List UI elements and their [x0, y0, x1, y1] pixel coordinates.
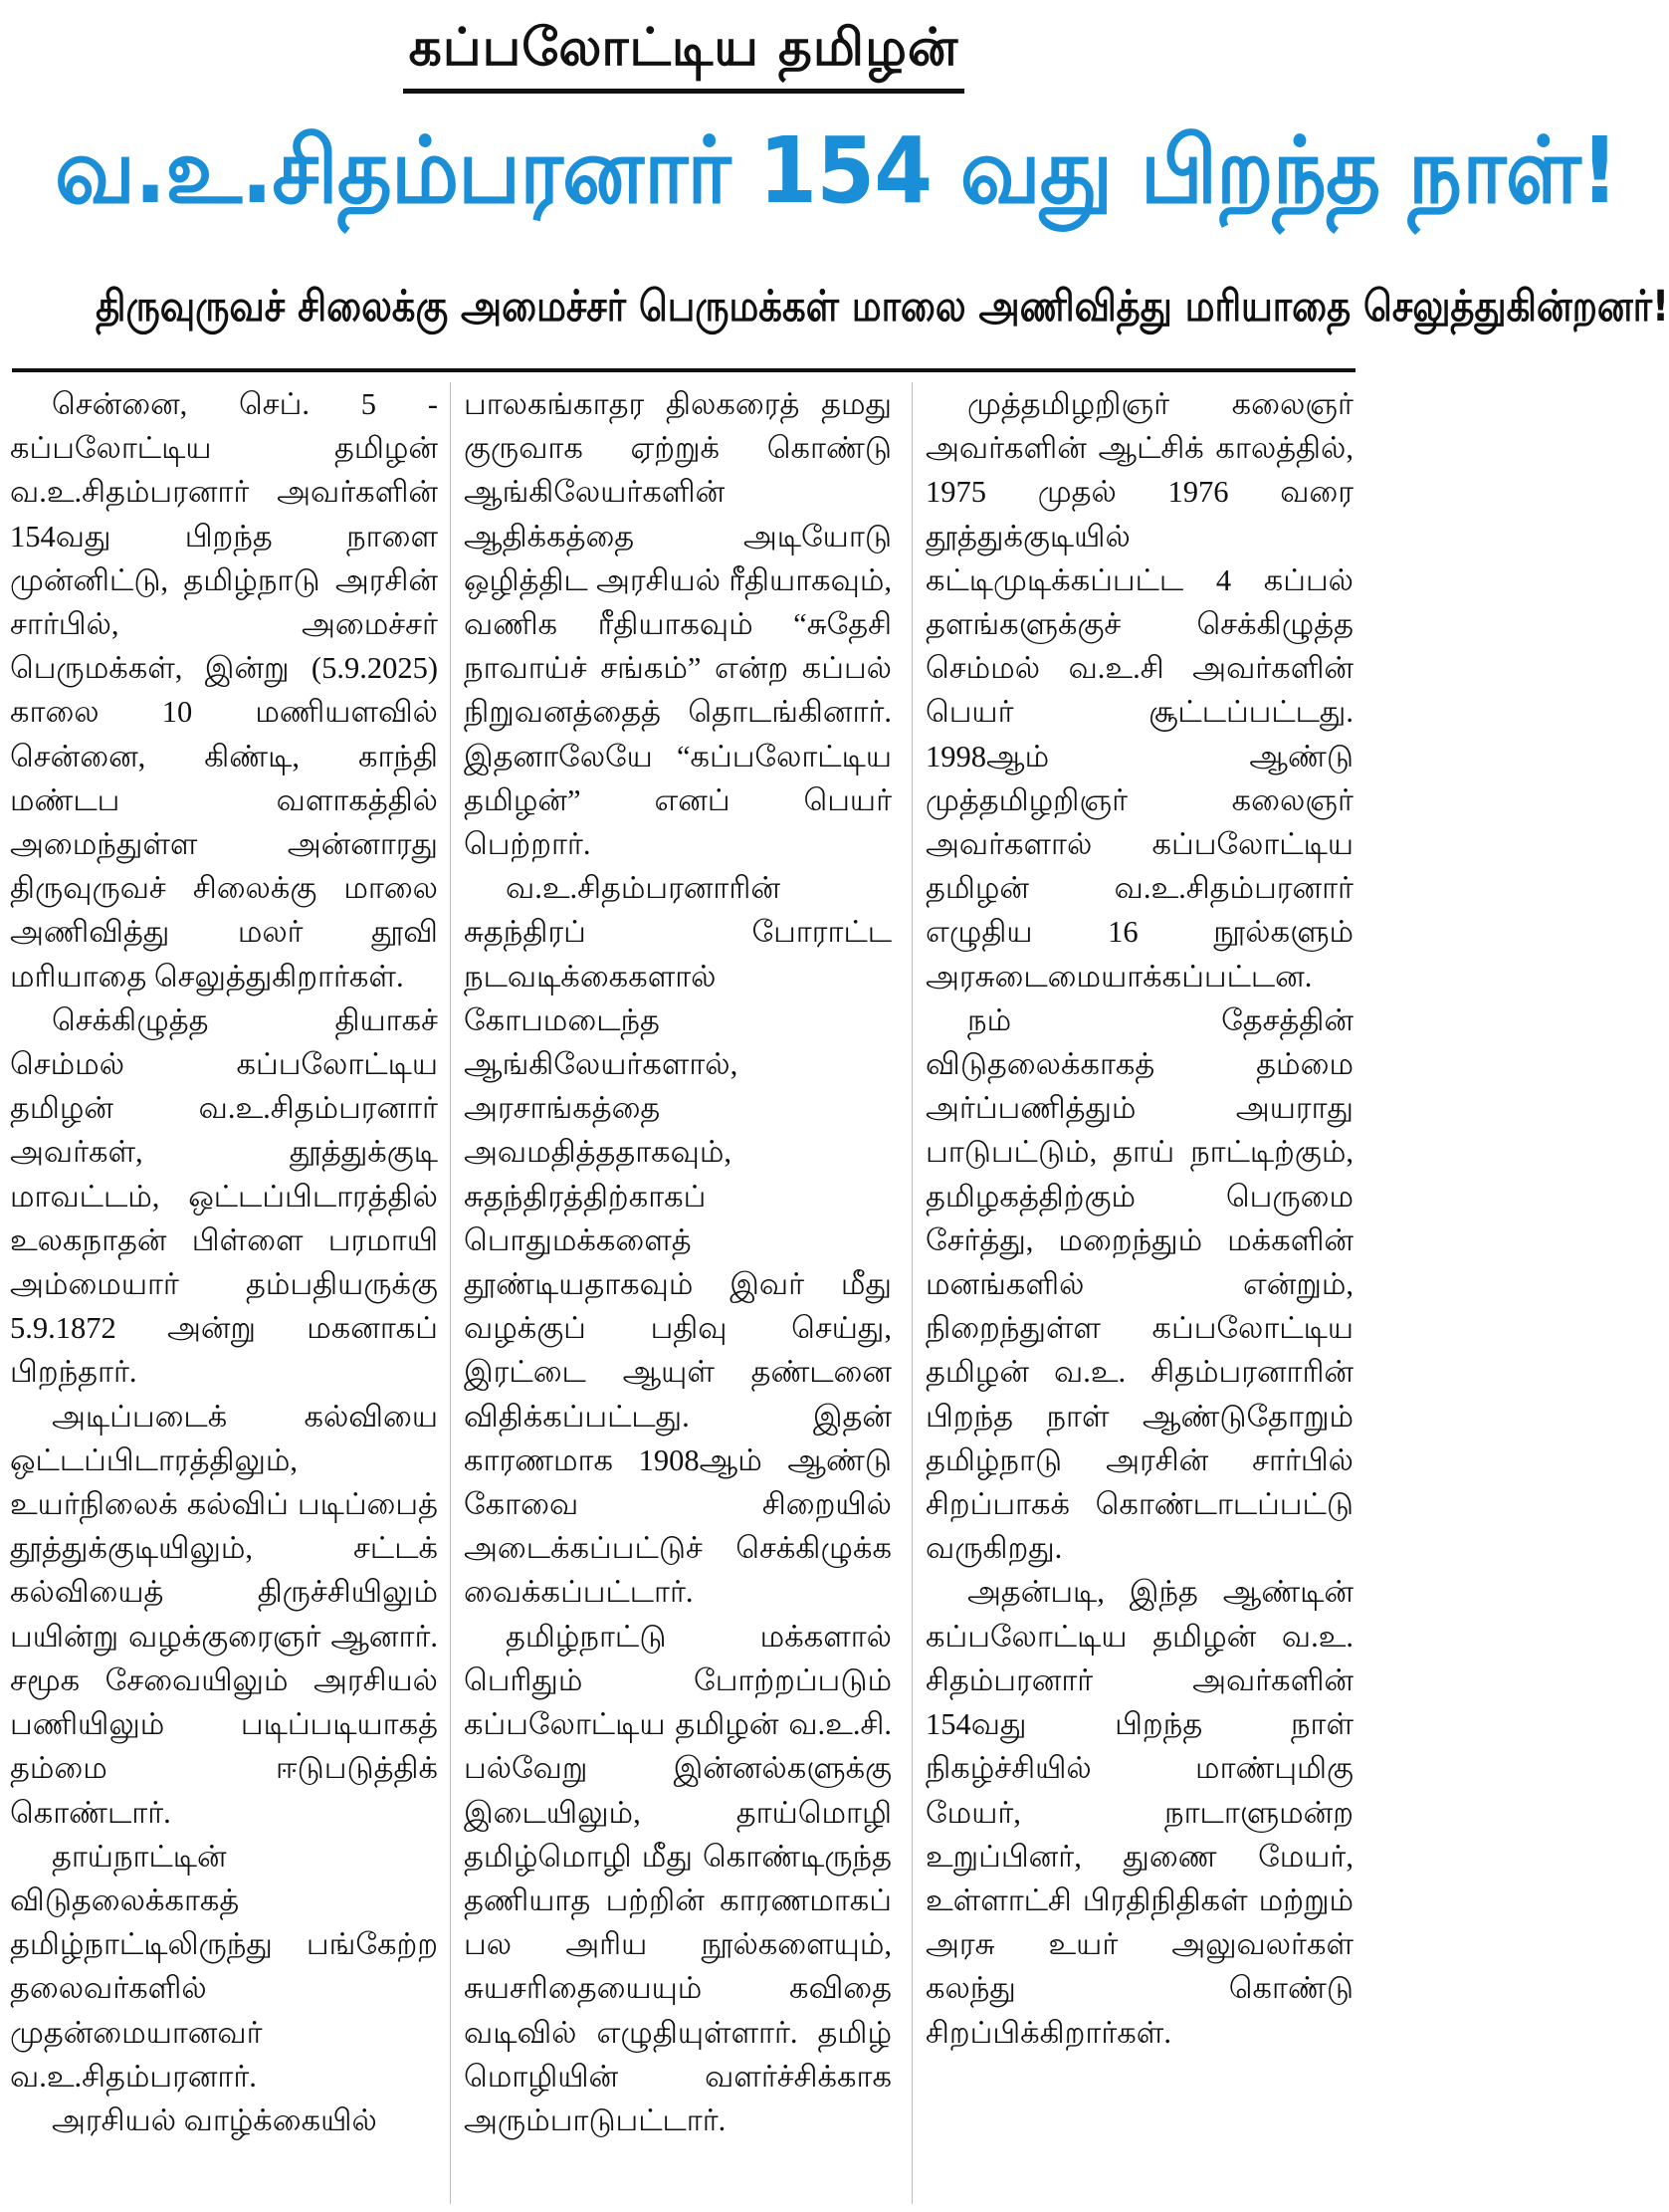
article-column-3	[926, 382, 1354, 2210]
headline: வ.உ.சிதம்பரனார் 154 வது பிறந்த நாள்!	[54, 117, 1618, 224]
paragraph: வ.உ.சிதம்பரனாரின் சுதந்திரப் போராட்ட நடவடிக்கைகளால் கோபமடைந்த ஆங்கிலேயர்களால், அரசாங்கத்தை அவமதித்ததாகவும், சுதந்திரத்திற்காகப் பொதுமக்களைத் தூண்டியதாகவும் இவர் மீது வழக்குப் பதிவு செய்து, இரட்டை ஆயுள் தண்டனை விதிக்கப்பட்டது. இதன் காரணமாக 1908ஆம் ஆண்டு கோவை சிறையில் அடைக்கப்பட்டுச் செக்கிழுக்க வைக்கப்பட்டார்.	[464, 871, 892, 1610]
paragraph: பாலகங்காதர திலகரைத் தமது குருவாக ஏற்றுக் கொண்டு ஆங்கிலேயர்களின் ஆதிக்கத்தை அடியோடு ஒழித்திட அரசியல் ரீதியாகவும், வணிக ரீதியாகவும் “சுதேசி நாவாய்ச் சங்கம்” என்ற கப்பல் நிறுவனத்தைத் தொடங்கினார். இதனாலேயே “கப்பலோட்டிய தமிழன்” எனப் பெயர் பெற்றார்.	[464, 387, 892, 862]
paragraph: செக்கிழுத்த தியாகச் செம்மல் கப்பலோட்டிய தமிழன் வ.உ.சிதம்பரனார் அவர்கள், தூத்துக்குடி மாவட்டம், ஒட்டப்பிடாரத்தில் உலகநாதன் பிள்ளை பரமாயி அம்மையார் தம்பதியருக்கு 5.9.1872 அன்று மகனாகப் பிறந்தார்.	[10, 1002, 438, 1390]
article-column-1	[10, 382, 438, 2210]
paragraph: அடிப்படைக் கல்வியை ஒட்டப்பிடாரத்திலும், உயர்நிலைக் கல்விப் படிப்பைத் தூத்துக்குடியிலும், சட்டக் கல்வியைத் திருச்சியிலும் பயின்று வழக்குரைஞர் ஆனார். சமூக சேவையிலும் அரசியல் பணியிலும் படிப்படியாகத் தம்மை ஈடுபடுத்திக் கொண்டார்.	[10, 1399, 438, 1830]
paragraph: சென்னை, செப். 5 - கப்பலோட்டிய தமிழன் வ.உ.சிதம்பரனார் அவர்களின் 154வது பிறந்த நாளை முன்னிட்டு, தமிழ்நாடு அரசின் சார்பில், அமைச்சர் பெருமக்கள், இன்று (5.9.2025) காலை 10 மணியளவில் சென்னை, கிண்டி, காந்தி மண்டப வளாகத்தில் அமைந்துள்ள அன்னாரது திருவுருவச் சிலைக்கு மாலை அணிவித்து மலர் தூவி மரியாதை செலுத்துகிறார்கள்.	[10, 387, 438, 994]
kicker	[0, 18, 1367, 94]
article-column-2	[464, 382, 892, 2210]
paragraph: முத்தமிழறிஞர் கலைஞர் அவர்களின் ஆட்சிக் காலத்தில், 1975 முதல் 1976 வரை தூத்துக்குடியில் கட்டிமுடிக்கப்பட்ட 4 கப்பல் தளங்களுக்குச் செக்கிழுத்த செம்மல் வ.உ.சி அவர்களின் பெயர் சூட்டப்பட்டது. 1998ஆம் ஆண்டு முத்தமிழறிஞர் கலைஞர் அவர்களால் கப்பலோட்டிய தமிழன் வ.உ.சிதம்பரனார் எழுதிய 16 நூல்களும் அரசுடைமையாக்கப்பட்டன.	[926, 387, 1354, 994]
column-divider	[450, 382, 451, 2204]
paragraph: அதன்படி, இந்த ஆண்டின் கப்பலோட்டிய தமிழன் வ.உ. சிதம்பரனார் அவர்களின் 154வது பிறந்த நாள் நிகழ்ச்சியில் மாண்புமிகு மேயர், நாடாளுமன்ற உறுப்பினர், துணை மேயர், உள்ளாட்சி பிரதிநிதிகள் மற்றும் அரசு உயர் அலுவலர்கள் கலந்து கொண்டு சிறப்பிக்கிறார்கள்.	[926, 1575, 1354, 2050]
kicker-text: கப்பலோட்டிய தமிழன்	[403, 18, 965, 94]
subheadline: திருவுருவச் சிலைக்கு அமைச்சர் பெருமக்கள் மாலை அணிவித்து மரியாதை செலுத்துகின்றனர்!	[96, 282, 1669, 332]
header-rule	[12, 368, 1356, 372]
column-divider	[912, 382, 913, 2204]
paragraph: தாய்நாட்டின் விடுதலைக்காகத் தமிழ்நாட்டிலிருந்து பங்கேற்ற தலைவர்களில் முதன்மையானவர் வ.உ.சிதம்பரனார்.	[10, 1839, 438, 2094]
paragraph: நம் தேசத்தின் விடுதலைக்காகத் தம்மை அர்ப்பணித்தும் அயராது பாடுபட்டும், தாய் நாட்டிற்கும், தமிழகத்திற்கும் பெருமை சேர்த்து, மறைந்தும் மக்களின் மனங்களில் என்றும், நிறைந்துள்ள கப்பலோட்டிய தமிழன் வ.உ. சிதம்பரனாரின் பிறந்த நாள் ஆண்டுதோறும் தமிழ்நாடு அரசின் சார்பில் சிறப்பாகக் கொண்டாடப்பட்டு வருகிறது.	[926, 1002, 1354, 1566]
paragraph: தமிழ்நாட்டு மக்களால் பெரிதும் போற்றப்படும் கப்பலோட்டிய தமிழன் வ.உ.சி. பல்வேறு இன்னல்களுக்கு இடையிலும், தாய்மொழி தமிழ்மொழி மீது கொண்டிருந்த தணியாத பற்றின் காரணமாகப் பல அரிய நூல்களையும், சுயசரிதையையும் கவிதை வடிவில் எழுதியுள்ளார். தமிழ் மொழியின் வளர்ச்சிக்காக அரும்பாடுபட்டார்.	[464, 1619, 892, 2137]
paragraph: அரசியல் வாழ்க்கையில்	[52, 2102, 377, 2137]
